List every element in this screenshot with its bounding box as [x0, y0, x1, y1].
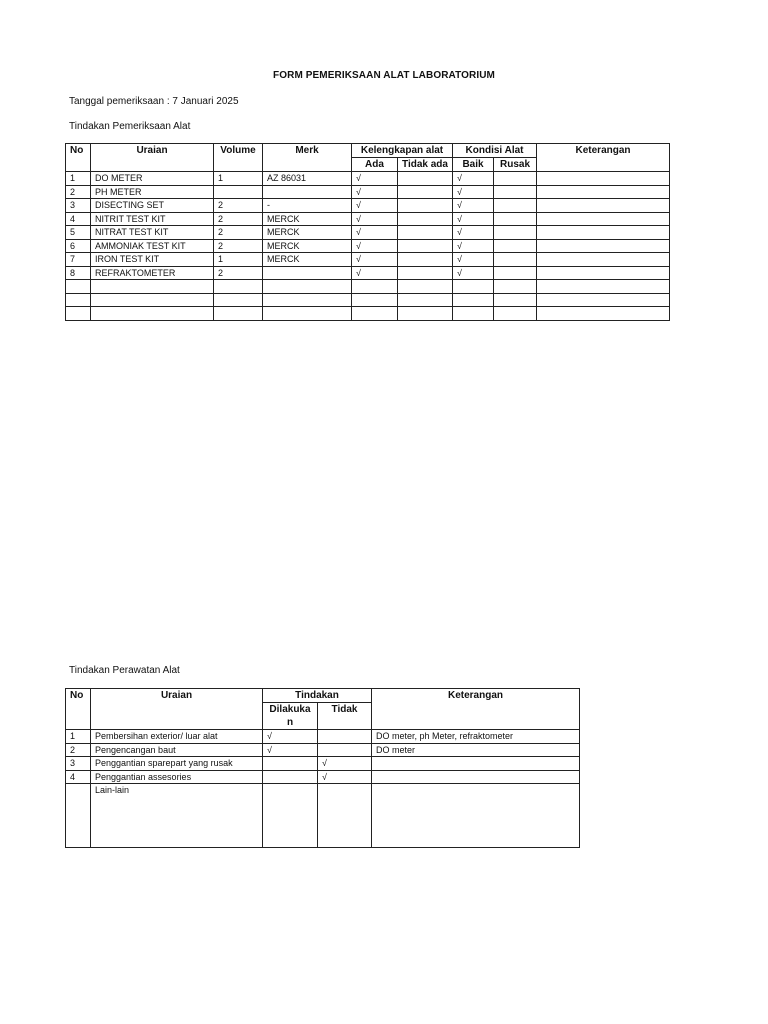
cell-volume	[214, 185, 263, 199]
cell-keterangan	[537, 212, 670, 226]
cell-keterangan	[372, 757, 580, 771]
cell-merk: MERCK	[263, 239, 352, 253]
cell-baik	[453, 293, 494, 307]
cell-merk: MERCK	[263, 212, 352, 226]
inspection-row	[66, 185, 670, 199]
cell-merk	[263, 293, 352, 307]
cell-keterangan	[537, 253, 670, 267]
cell-volume: 1	[214, 172, 263, 186]
cell-tidak-ada	[398, 212, 453, 226]
cell-tidak-ada	[398, 280, 453, 294]
cell-ada: √	[352, 199, 398, 213]
cell-keterangan	[537, 172, 670, 186]
cell-tidak-ada	[398, 239, 453, 253]
cell-tidak: √	[318, 770, 372, 784]
cell-rusak	[494, 307, 537, 321]
inspection-row	[66, 199, 670, 213]
maintenance-row	[66, 770, 580, 784]
cell-keterangan	[372, 770, 580, 784]
cell-rusak	[494, 293, 537, 307]
cell-baik: √	[453, 185, 494, 199]
inspection-table	[65, 143, 670, 321]
cell-tidak-ada	[398, 293, 453, 307]
cell-rusak	[494, 253, 537, 267]
cell-tidak	[318, 730, 372, 744]
cell-no: 4	[66, 770, 91, 784]
cell-ada	[352, 307, 398, 321]
cell-no: 3	[66, 199, 91, 213]
col-header-uraian: Uraian	[91, 144, 214, 172]
cell-uraian: PH METER	[91, 185, 214, 199]
cell-uraian	[91, 293, 214, 307]
cell-dilakukan: √	[263, 730, 318, 744]
col-header-rusak: Rusak	[494, 158, 537, 172]
cell-tidak-ada	[398, 199, 453, 213]
inspection-row	[66, 307, 670, 321]
inspection-row	[66, 212, 670, 226]
cell-rusak	[494, 280, 537, 294]
cell-merk: MERCK	[263, 226, 352, 240]
cell-no	[66, 784, 91, 848]
cell-rusak	[494, 172, 537, 186]
inspection-date: Tanggal pemeriksaan : 7 Januari 2025	[69, 96, 239, 107]
cell-merk: AZ 86031	[263, 172, 352, 186]
cell-keterangan: DO meter	[372, 743, 580, 757]
cell-uraian	[91, 280, 214, 294]
cell-rusak	[494, 266, 537, 280]
cell-rusak	[494, 185, 537, 199]
col-header-kondisi: Kondisi Alat	[453, 144, 537, 158]
inspection-row	[66, 266, 670, 280]
cell-volume: 2	[214, 226, 263, 240]
inspection-row	[66, 253, 670, 267]
cell-uraian: AMMONIAK TEST KIT	[91, 239, 214, 253]
cell-volume	[214, 293, 263, 307]
inspection-row	[66, 239, 670, 253]
col-header-no: No	[66, 689, 91, 730]
col-header-tindakan: Tindakan	[263, 689, 372, 703]
cell-rusak	[494, 226, 537, 240]
cell-ada: √	[352, 226, 398, 240]
cell-uraian: DISECTING SET	[91, 199, 214, 213]
cell-no: 7	[66, 253, 91, 267]
inspection-row	[66, 280, 670, 294]
maintenance-row	[66, 784, 580, 848]
cell-uraian: DO METER	[91, 172, 214, 186]
cell-volume: 2	[214, 239, 263, 253]
inspection-row	[66, 293, 670, 307]
cell-merk	[263, 307, 352, 321]
cell-baik	[453, 307, 494, 321]
cell-tidak-ada	[398, 253, 453, 267]
cell-tidak	[318, 784, 372, 848]
cell-ada: √	[352, 172, 398, 186]
cell-uraian: Lain-lain	[91, 784, 263, 848]
cell-no: 5	[66, 226, 91, 240]
cell-ada: √	[352, 212, 398, 226]
cell-baik: √	[453, 212, 494, 226]
cell-tidak: √	[318, 757, 372, 771]
col-header-uraian: Uraian	[91, 689, 263, 730]
col-header-keterangan: Keterangan	[537, 144, 670, 172]
cell-ada: √	[352, 185, 398, 199]
cell-keterangan	[537, 293, 670, 307]
cell-no: 2	[66, 743, 91, 757]
cell-no: 2	[66, 185, 91, 199]
cell-keterangan: DO meter, ph Meter, refraktometer	[372, 730, 580, 744]
cell-merk: MERCK	[263, 253, 352, 267]
cell-keterangan	[537, 199, 670, 213]
cell-uraian: Pembersihan exterior/ luar alat	[91, 730, 263, 744]
cell-baik: √	[453, 226, 494, 240]
cell-no: 1	[66, 730, 91, 744]
maintenance-row	[66, 743, 580, 757]
cell-dilakukan	[263, 770, 318, 784]
cell-dilakukan	[263, 757, 318, 771]
cell-ada: √	[352, 266, 398, 280]
cell-no	[66, 280, 91, 294]
cell-no: 3	[66, 757, 91, 771]
col-header-merk: Merk	[263, 144, 352, 172]
col-header-tidak: Tidak	[318, 703, 372, 730]
cell-tidak-ada	[398, 307, 453, 321]
cell-dilakukan: √	[263, 743, 318, 757]
cell-merk: -	[263, 199, 352, 213]
cell-keterangan	[537, 307, 670, 321]
cell-volume	[214, 280, 263, 294]
cell-baik: √	[453, 266, 494, 280]
cell-uraian: NITRIT TEST KIT	[91, 212, 214, 226]
form-title: FORM PEMERIKSAAN ALAT LABORATORIUM	[273, 70, 495, 81]
inspection-row	[66, 172, 670, 186]
cell-uraian: Penggantian assesories	[91, 770, 263, 784]
cell-ada: √	[352, 253, 398, 267]
maintenance-row	[66, 757, 580, 771]
cell-tidak	[318, 743, 372, 757]
cell-rusak	[494, 212, 537, 226]
cell-no: 6	[66, 239, 91, 253]
cell-merk	[263, 266, 352, 280]
inspection-row	[66, 226, 670, 240]
cell-tidak-ada	[398, 172, 453, 186]
cell-rusak	[494, 239, 537, 253]
cell-keterangan	[537, 239, 670, 253]
cell-volume: 2	[214, 266, 263, 280]
col-header-baik: Baik	[453, 158, 494, 172]
cell-merk	[263, 185, 352, 199]
cell-uraian: Penggantian sparepart yang rusak	[91, 757, 263, 771]
col-header-kelengkapan: Kelengkapan alat	[352, 144, 453, 158]
cell-ada: √	[352, 239, 398, 253]
cell-ada	[352, 280, 398, 294]
cell-volume: 1	[214, 253, 263, 267]
cell-keterangan	[537, 266, 670, 280]
col-header-tidak-ada: Tidak ada	[398, 158, 453, 172]
cell-uraian	[91, 307, 214, 321]
col-header-volume: Volume	[214, 144, 263, 172]
cell-no	[66, 293, 91, 307]
section-title-inspection: Tindakan Pemeriksaan Alat	[69, 121, 191, 132]
cell-ada	[352, 293, 398, 307]
col-header-dilakukan: Dilakuka n	[263, 703, 318, 730]
cell-baik: √	[453, 199, 494, 213]
cell-no: 8	[66, 266, 91, 280]
cell-dilakukan	[263, 784, 318, 848]
cell-tidak-ada	[398, 185, 453, 199]
maintenance-table	[65, 688, 580, 848]
col-header-keterangan: Keterangan	[372, 689, 580, 730]
cell-volume: 2	[214, 199, 263, 213]
cell-baik	[453, 280, 494, 294]
col-header-no: No	[66, 144, 91, 172]
cell-keterangan	[537, 226, 670, 240]
cell-uraian: IRON TEST KIT	[91, 253, 214, 267]
col-header-ada: Ada	[352, 158, 398, 172]
cell-uraian: NITRAT TEST KIT	[91, 226, 214, 240]
cell-uraian: Pengencangan baut	[91, 743, 263, 757]
cell-keterangan	[537, 185, 670, 199]
cell-no: 4	[66, 212, 91, 226]
cell-tidak-ada	[398, 226, 453, 240]
cell-volume: 2	[214, 212, 263, 226]
cell-no: 1	[66, 172, 91, 186]
section-title-maintenance: Tindakan Perawatan Alat	[69, 665, 180, 676]
cell-rusak	[494, 199, 537, 213]
cell-keterangan	[372, 784, 580, 848]
cell-uraian: REFRAKTOMETER	[91, 266, 214, 280]
cell-merk	[263, 280, 352, 294]
cell-no	[66, 307, 91, 321]
cell-baik: √	[453, 253, 494, 267]
cell-keterangan	[537, 280, 670, 294]
cell-baik: √	[453, 239, 494, 253]
cell-volume	[214, 307, 263, 321]
maintenance-row	[66, 730, 580, 744]
cell-tidak-ada	[398, 266, 453, 280]
cell-baik: √	[453, 172, 494, 186]
